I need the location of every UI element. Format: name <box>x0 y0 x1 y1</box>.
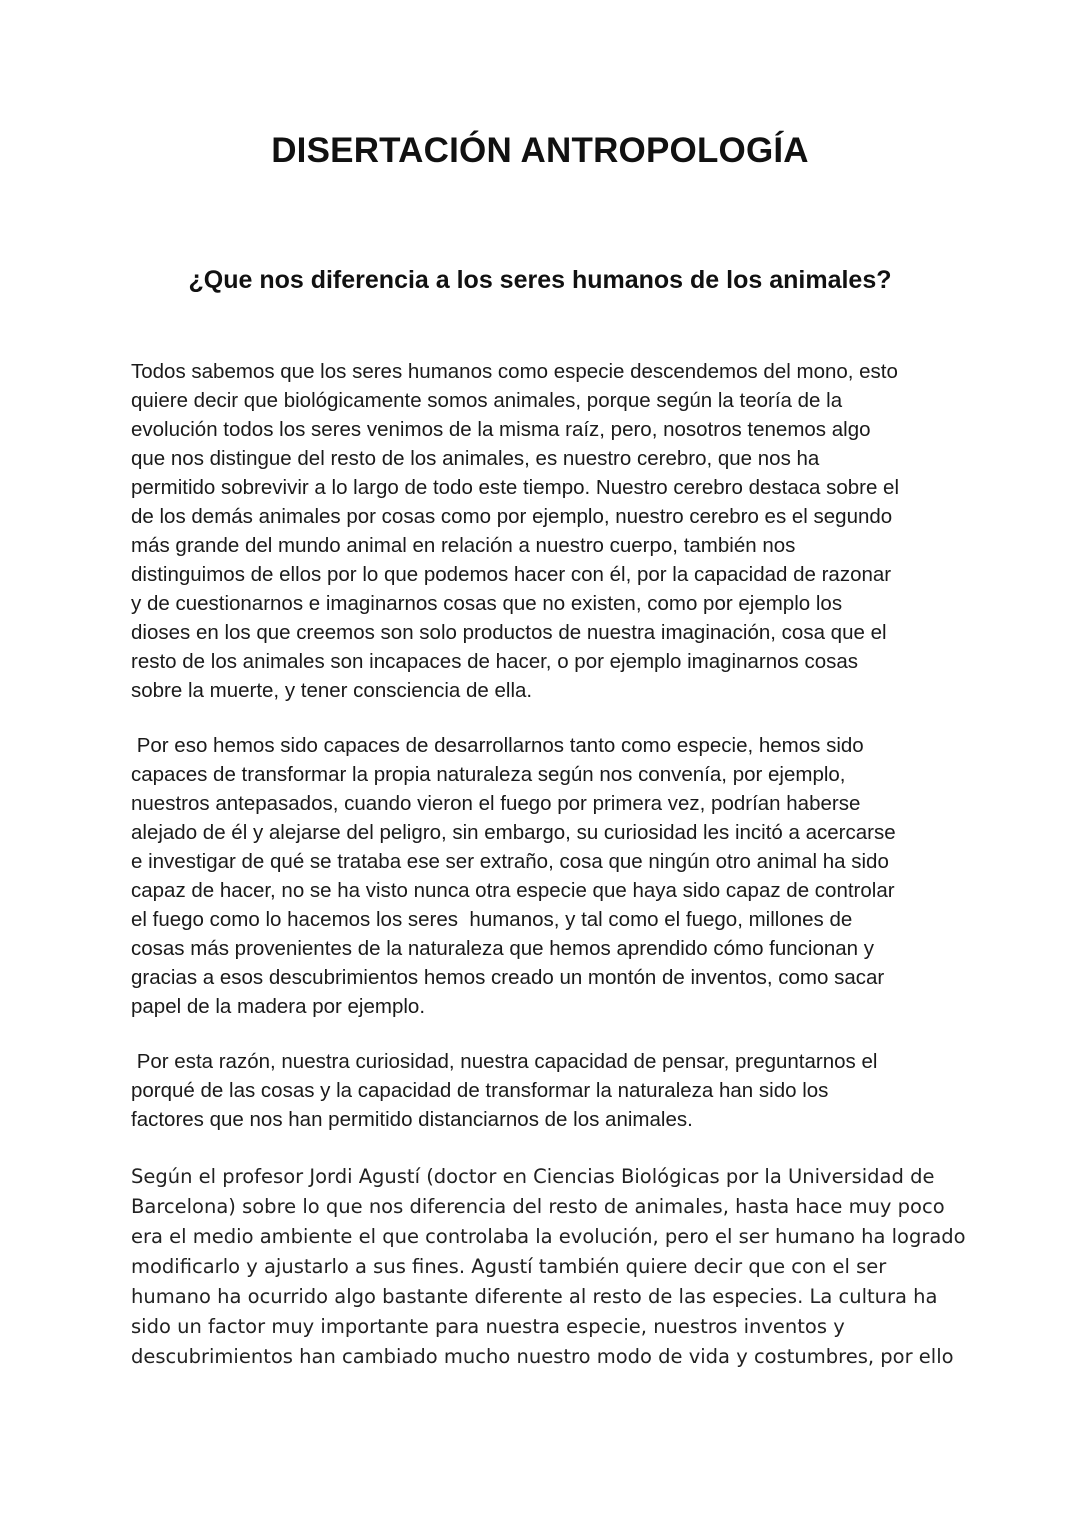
document-title: DISERTACIÓN ANTROPOLOGÍA <box>271 131 809 170</box>
paragraph-line: que nos distingue del resto de los animales, es nuestro cerebro, que nos ha <box>131 447 820 470</box>
paragraph-line: gracias a esos descubrimientos hemos creado un montón de inventos, como sacar <box>131 966 885 989</box>
paragraph-line: cosas más provenientes de la naturaleza que hemos aprendido cómo funcionan y <box>131 937 875 960</box>
paragraph-line: más grande del mundo animal en relación a nuestro cuerpo, también nos <box>131 534 796 557</box>
paragraph-1 <box>131 357 961 705</box>
paragraph-line: Todos sabemos que los seres humanos como especie descendemos del mono, esto <box>131 360 898 383</box>
paragraph-line: Por eso hemos sido capaces de desarrollarnos tanto como especie, hemos sido <box>131 734 864 757</box>
paragraph-line: humano ha ocurrido algo bastante diferente al resto de las especies. La cultura ha <box>131 1285 938 1308</box>
paragraph-line: evolución todos los seres venimos de la misma raíz, pero, nosotros tenemos algo <box>131 418 871 441</box>
paragraph-line: nuestros antepasados, cuando vieron el fuego por primera vez, podrían haberse <box>131 792 861 815</box>
paragraph-line: papel de la madera por ejemplo. <box>131 995 426 1018</box>
paragraph-line: modificarlo y ajustarlo a sus fines. Agustí también quiere decir que con el ser <box>131 1255 887 1278</box>
paragraph-line: y de cuestionarnos e imaginarnos cosas que no existen, como por ejemplo los <box>131 592 843 615</box>
paragraph-2 <box>131 731 961 1021</box>
paragraph-line: distinguimos de ellos por lo que podemos hacer con él, por la capacidad de razonar <box>131 563 892 586</box>
paragraph-line: sobre la muerte, y tener consciencia de ella. <box>131 679 533 702</box>
paragraph-line: capaces de transformar la propia naturaleza según nos convenía, por ejemplo, <box>131 763 846 786</box>
paragraph-line: dioses en los que creemos son solo productos de nuestra imaginación, cosa que el <box>131 621 887 644</box>
paragraph-line: porqué de las cosas y la capacidad de transformar la naturaleza han sido los <box>131 1079 829 1102</box>
paragraph-line: factores que nos han permitido distanciarnos de los animales. <box>131 1108 693 1131</box>
paragraph-line: e investigar de qué se trataba ese ser extraño, cosa que ningún otro animal ha sido <box>131 850 889 873</box>
paragraph-line: Barcelona) sobre lo que nos diferencia del resto de animales, hasta hace muy poco <box>131 1195 945 1218</box>
paragraph-line: Según el profesor Jordi Agustí (doctor en Ciencias Biológicas por la Universidad de <box>131 1165 935 1188</box>
paragraph-line: el fuego como lo hacemos los seres humanos, y tal como el fuego, millones de <box>131 908 853 931</box>
document-subtitle: ¿Que nos diferencia a los seres humanos de los animales? <box>188 266 892 294</box>
paragraph-line: era el medio ambiente el que controlaba la evolución, pero el ser humano ha logrado <box>131 1225 966 1248</box>
paragraph-3 <box>131 1047 961 1134</box>
paragraph-line: alejado de él y alejarse del peligro, sin embargo, su curiosidad les incitó a acercarse <box>131 821 896 844</box>
paragraph-line: resto de los animales son incapaces de hacer, o por ejemplo imaginarnos cosas <box>131 650 859 673</box>
paragraph-line: de los demás animales por cosas como por ejemplo, nuestro cerebro es el segundo <box>131 505 893 528</box>
paragraph-line: descubrimientos han cambiado mucho nuestro modo de vida y costumbres, por ello <box>131 1345 954 1368</box>
paragraph-line: sido un factor muy importante para nuestra especie, nuestros inventos y <box>131 1315 845 1338</box>
paragraph-line: quiere decir que biológicamente somos animales, porque según la teoría de la <box>131 389 843 412</box>
paragraph-line: Por esta razón, nuestra curiosidad, nuestra capacidad de pensar, preguntarnos el <box>131 1050 878 1073</box>
paragraph-line: capaz de hacer, no se ha visto nunca otra especie que haya sido capaz de controlar <box>131 879 895 902</box>
paragraph-line: permitido sobrevivir a lo largo de todo este tiempo. Nuestro cerebro destaca sobre el <box>131 476 900 499</box>
paragraph-4 <box>131 1162 966 1372</box>
